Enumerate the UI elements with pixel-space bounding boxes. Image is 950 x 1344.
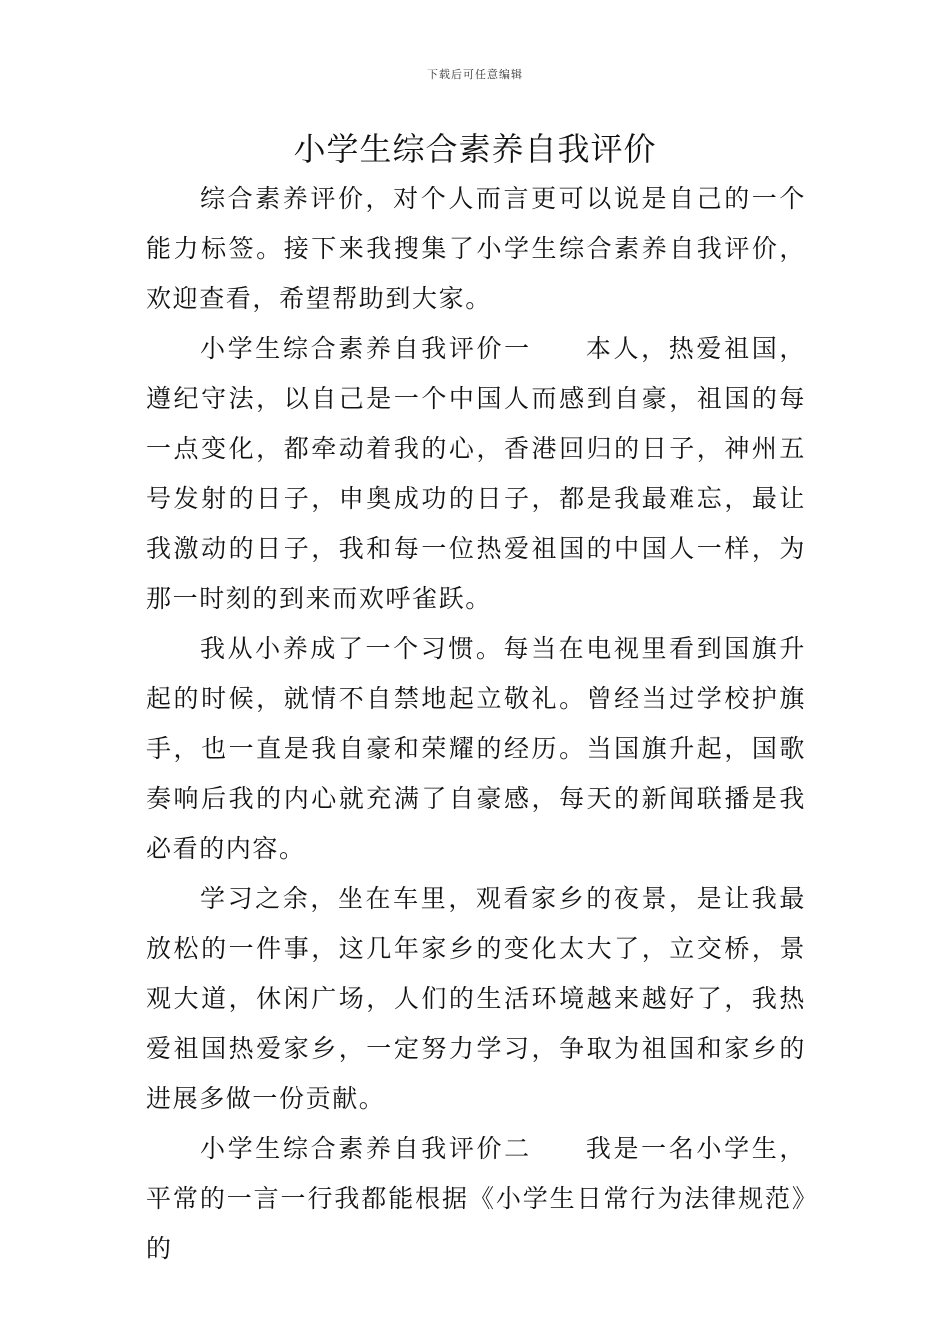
paragraph-3: 学习之余，坐在车里，观看家乡的夜景，是让我最放松的一件事，这几年家乡的变化太大了，立交桥，景观大道，休闲广场，人们的生活环境越来越好了，我热爱祖国热爱家乡，一定努力学习，争取为祖国和家乡的进展多做一份贡献。 — [146, 884, 806, 1113]
section-2-paragraph — [146, 1124, 806, 1274]
intro-paragraph: 综合素养评价，对个人而言更可以说是自己的一个能力标签。接下来我搜集了小学生综合素养自我评价，欢迎查看，希望帮助到大家。 — [146, 184, 806, 313]
document-body — [146, 174, 806, 1274]
document-title: 小学生综合素养自我评价 — [293, 130, 657, 168]
section-2-heading: 小学生综合素养自我评价二 — [200, 1134, 532, 1163]
section-1-paragraph — [146, 324, 806, 624]
section-1-text: 本人，热爱祖国，遵纪守法，以自己是一个中国人而感到自豪，祖国的每一点变化，都牵动着我的心，香港回归的日子，神州五号发射的日子，申奥成功的日子，都是我最难忘，最让我激动的日子，我和每一位热爱祖国的中国人一样，为那一时刻的到来而欢呼雀跃。 — [146, 334, 806, 613]
section-2-text: 我是一名小学生，平常的一言一行我都能根据《小学生日常行为法律规范》的 — [146, 1134, 806, 1263]
paragraph-2: 我从小养成了一个习惯。每当在电视里看到国旗升起的时候，就情不自禁地起立敬礼。曾经当过学校护旗手，也一直是我自豪和荣耀的经历。当国旗升起，国歌奏响后我的内心就充满了自豪感，每天的新闻联播是我必看的内容。 — [146, 634, 806, 863]
section-1-heading: 小学生综合素养自我评价一 — [200, 334, 532, 363]
header-note: 下载后可任意编辑 — [427, 68, 523, 81]
